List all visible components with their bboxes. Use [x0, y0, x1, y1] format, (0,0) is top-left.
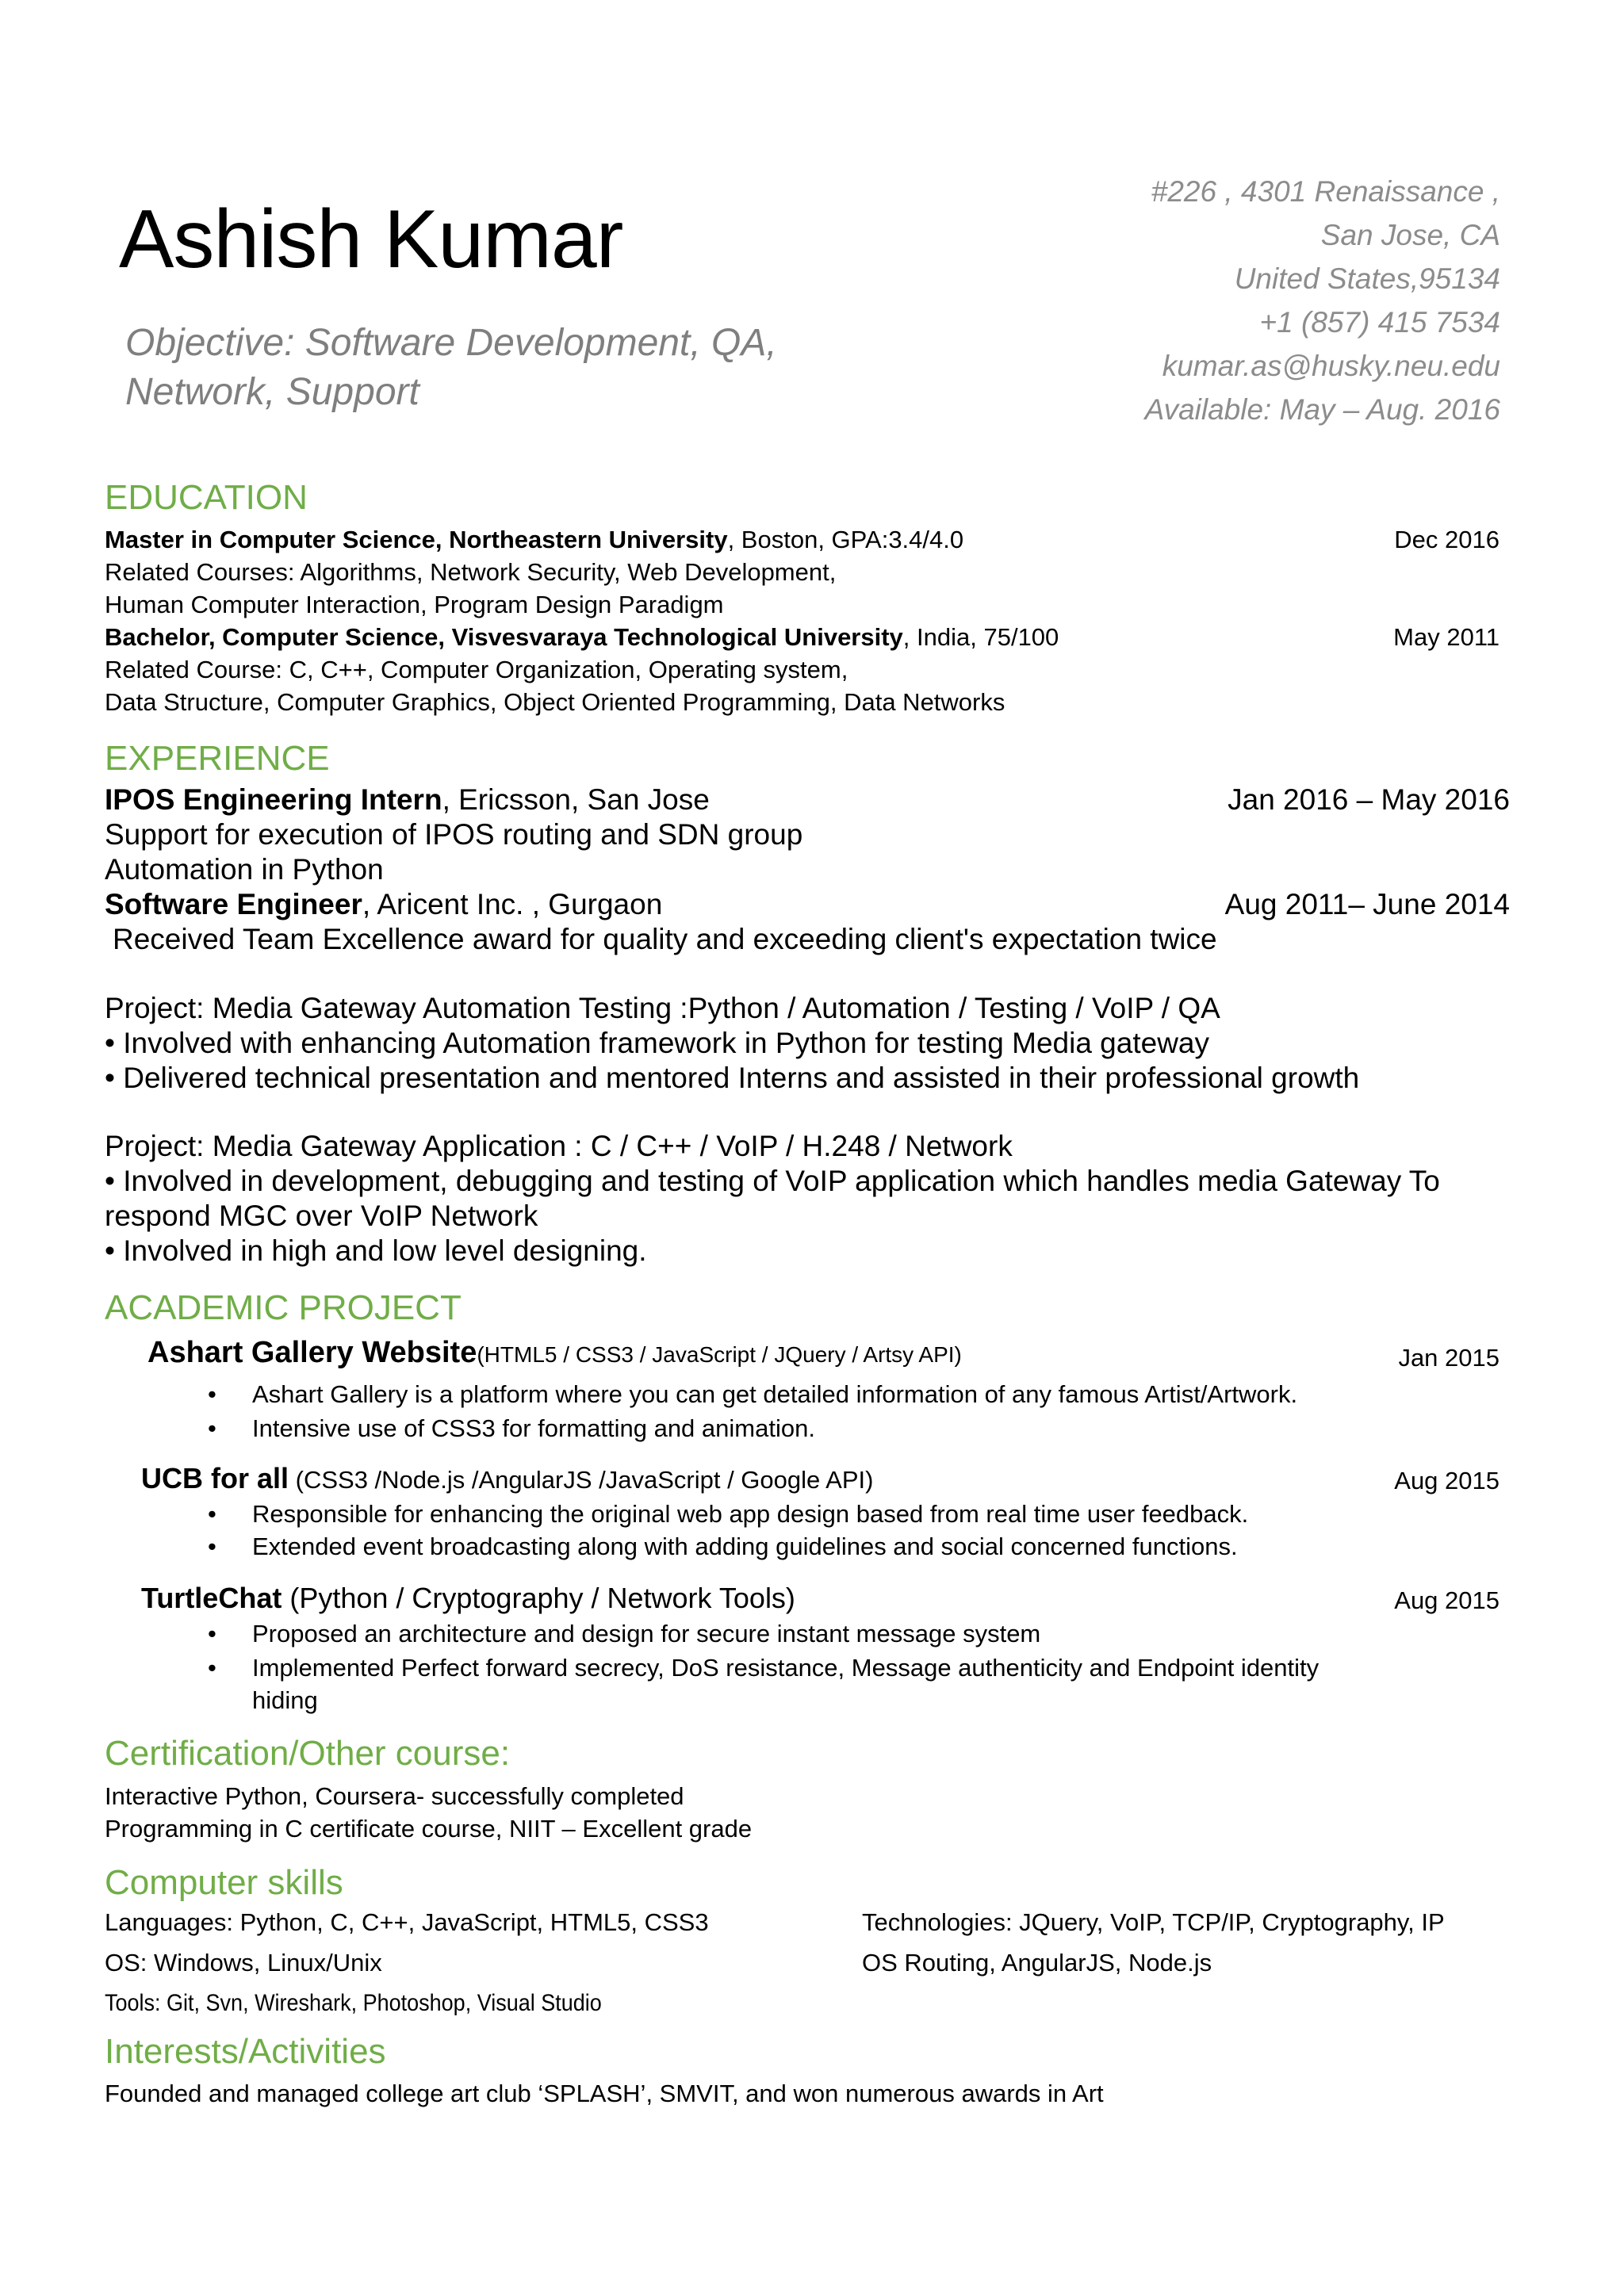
job-detail: Automation in Python: [105, 853, 384, 886]
education-bachelor: [105, 621, 1059, 653]
skills-technologies: OS Routing, AngularJS, Node.js: [862, 1949, 1212, 1976]
certification-line: Programming in C certificate course, NIIT – Excellent grade: [105, 1815, 753, 1843]
skills-os: OS: Windows, Linux/Unix: [105, 1949, 382, 1976]
skills-technologies: Technologies: JQuery, VoIP, TCP/IP, Cryptography, IP: [862, 1908, 1445, 1936]
address-city: San Jose, CA: [1320, 219, 1500, 251]
section-heading-skills: Computer skills: [105, 1863, 343, 1902]
job-date: Jan 2016 – May 2016: [1228, 783, 1510, 816]
bullet: •: [208, 1620, 216, 1647]
job-date: Aug 2011– June 2014: [1224, 888, 1510, 920]
address-line: #226 , 4301 Renaissance ,: [1151, 175, 1500, 208]
project-bullet: • Involved in development, debugging and testing of VoIP application which handles media Gateway To: [105, 1165, 1440, 1197]
academic-project-ucb: [141, 1461, 873, 1498]
project-bullet: Responsible for enhancing the original web app design based from real time user feedback.: [252, 1500, 1249, 1528]
academic-project-turtlechat: [141, 1581, 795, 1616]
degree-details: , India, 75/100: [902, 623, 1059, 651]
bachelor-courses: Related Course: C, C++, Computer Organization, Operating system,: [105, 656, 848, 683]
project-tech: (CSS3 /Node.js /AngularJS /JavaScript / Google API): [289, 1466, 874, 1494]
project-date: Aug 2015: [1394, 1467, 1500, 1494]
masters-date: Dec 2016: [1394, 526, 1500, 553]
project-bullet: Proposed an architecture and design for secure instant message system: [252, 1620, 1041, 1647]
job-aricent: [105, 887, 662, 921]
job-company: , Aricent Inc. , Gurgaon: [362, 888, 663, 920]
interests-line: Founded and managed college art club ‘SPLASH’, SMVIT, and won numerous awards in Art: [105, 2080, 1104, 2107]
section-heading-certification: Certification/Other course:: [105, 1734, 511, 1773]
degree-details: , Boston, GPA:3.4/4.0: [727, 526, 964, 553]
masters-courses: Human Computer Interaction, Program Design Paradigm: [105, 591, 724, 618]
bullet: •: [208, 1654, 216, 1682]
project-title: Project: Media Gateway Automation Testing :Python / Automation / Testing / VoIP / QA: [105, 992, 1220, 1024]
project-bullet: Implemented Perfect forward secrecy, DoS resistance, Message authenticity and Endpoint identity: [252, 1654, 1320, 1682]
objective: [125, 319, 823, 417]
project-bullet: • Involved in high and low level designing.: [105, 1234, 647, 1267]
degree-title: Bachelor, Computer Science, Visvesvaraya Technological University: [105, 623, 903, 651]
address-country: United States,95134: [1234, 262, 1500, 295]
objective-line: Network, Support: [125, 371, 419, 413]
bullet: •: [208, 1414, 216, 1442]
email: kumar.as@husky.neu.edu: [1162, 350, 1500, 382]
project-bullet: Extended event broadcasting along with adding guidelines and social concerned functions.: [252, 1533, 1238, 1560]
project-title: Project: Media Gateway Application : C / C++ / VoIP / H.248 / Network: [105, 1130, 1013, 1162]
phone: +1 (857) 415 7534: [1259, 306, 1500, 339]
bachelor-date: May 2011: [1393, 623, 1500, 651]
bullet: •: [208, 1500, 216, 1528]
academic-project-ashart: [147, 1335, 962, 1372]
section-heading-academic: ACADEMIC PROJECT: [105, 1288, 462, 1327]
bullet: •: [208, 1380, 216, 1408]
project-bullet: Ashart Gallery is a platform where you can get detailed information of any famous Artist/Artwork.: [252, 1380, 1298, 1408]
certification-line: Interactive Python, Coursera- successfully completed: [105, 1782, 684, 1810]
project-name: TurtleChat: [141, 1582, 282, 1614]
project-bullet: • Involved with enhancing Automation framework in Python for testing Media gateway: [105, 1027, 1209, 1059]
job-title: Software Engineer: [105, 888, 362, 920]
project-bullet: hiding: [252, 1686, 318, 1714]
job-title: IPOS Engineering Intern: [105, 783, 442, 816]
availability: Available: May – Aug. 2016: [1144, 393, 1500, 426]
job-company: , Ericsson, San Jose: [442, 783, 710, 816]
project-date: Aug 2015: [1394, 1586, 1500, 1614]
project-tech: (Python / Cryptography / Network Tools): [282, 1582, 795, 1614]
job-detail: Received Team Excellence award for quality and exceeding client's expectation twice: [113, 923, 1217, 955]
project-tech: (HTML5 / CSS3 / JavaScript / JQuery / Artsy API): [477, 1342, 962, 1367]
project-name: Ashart Gallery Website: [147, 1336, 477, 1369]
bachelor-courses: Data Structure, Computer Graphics, Object Oriented Programming, Data Networks: [105, 688, 1005, 716]
candidate-name: Ashish Kumar: [119, 193, 623, 285]
skills-languages: Languages: Python, C, C++, JavaScript, HTML5, CSS3: [105, 1908, 709, 1936]
project-bullet: respond MGC over VoIP Network: [105, 1200, 538, 1232]
masters-courses: Related Courses: Algorithms, Network Security, Web Development,: [105, 558, 837, 586]
degree-title: Master in Computer Science, Northeastern University: [105, 526, 728, 553]
job-detail: Support for execution of IPOS routing and SDN group: [105, 818, 803, 851]
bullet: •: [208, 1533, 216, 1560]
project-bullet: • Delivered technical presentation and mentored Interns and assisted in their professional growth: [105, 1062, 1360, 1094]
section-heading-interests: Interests/Activities: [105, 2032, 386, 2071]
objective-line: Objective: Software Development, QA,: [125, 322, 777, 364]
contact-block: [1145, 170, 1500, 431]
education-masters: [105, 523, 963, 556]
project-name: UCB for all: [141, 1462, 289, 1494]
section-heading-education: EDUCATION: [105, 478, 308, 517]
skills-tools: Tools: Git, Svn, Wireshark, Photoshop, Visual Studio: [105, 1990, 602, 2016]
project-date: Jan 2015: [1398, 1344, 1500, 1372]
section-heading-experience: EXPERIENCE: [105, 739, 330, 778]
project-bullet: Intensive use of CSS3 for formatting and animation.: [252, 1414, 815, 1442]
job-ericsson: [105, 783, 710, 817]
